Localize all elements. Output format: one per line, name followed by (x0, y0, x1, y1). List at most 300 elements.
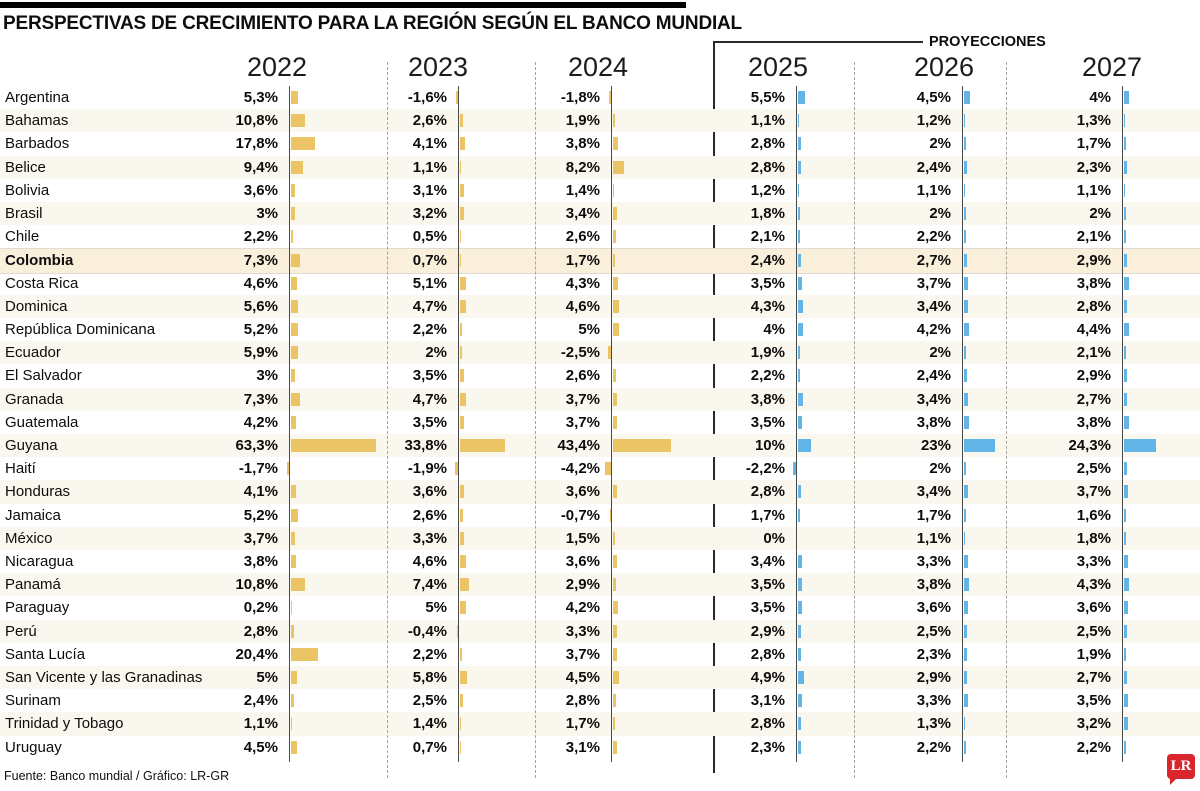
value-cell: 3,3% (565, 622, 600, 640)
value-cell: 4,7% (412, 390, 447, 408)
value-cell: 1,1% (243, 715, 278, 733)
value-cell: 2,6% (412, 506, 447, 524)
value-bar (964, 393, 969, 406)
value-bar (613, 741, 617, 754)
value-bar (798, 369, 801, 382)
value-cell: 3,7% (565, 413, 600, 431)
value-cell: 4% (1089, 89, 1111, 107)
value-cell: -1,9% (407, 460, 447, 478)
value-cell: 2,9% (916, 669, 951, 687)
value-cell: 3,5% (1076, 692, 1111, 710)
value-cell: 2,8% (1076, 297, 1111, 315)
value-bar (1124, 277, 1129, 290)
value-bar (798, 254, 801, 267)
value-bar (964, 462, 967, 475)
value-bar (613, 578, 617, 591)
country-label: Paraguay (5, 599, 70, 617)
value-cell: 4,2% (243, 413, 278, 431)
value-cell: 0,2% (243, 599, 278, 617)
value-cell: 3,8% (1076, 274, 1111, 292)
table-row (0, 573, 1200, 596)
country-label: Uruguay (5, 738, 62, 756)
table-row (0, 341, 1200, 364)
value-bar (1124, 254, 1128, 267)
table-row (0, 596, 1200, 619)
value-bar (1124, 578, 1130, 591)
lr-logo-tail (1170, 777, 1178, 785)
value-cell: 3,6% (412, 483, 447, 501)
value-bar (1124, 694, 1129, 707)
value-bar (1124, 509, 1126, 522)
value-bar (1124, 161, 1127, 174)
projections-label: PROYECCIONES (929, 34, 1046, 50)
value-cell: 1,3% (1076, 112, 1111, 130)
country-label: Bahamas (5, 112, 69, 130)
value-bar (964, 601, 969, 614)
value-bar (964, 114, 966, 127)
value-cell: 5% (425, 599, 447, 617)
value-cell: 2,5% (1076, 460, 1111, 478)
value-bar (613, 671, 619, 684)
value-cell: 2,3% (750, 738, 785, 756)
value-cell: 2,4% (243, 692, 278, 710)
value-bar (460, 555, 466, 568)
value-bar (964, 439, 995, 452)
value-bar (613, 416, 618, 429)
table-row (0, 689, 1200, 712)
value-cell: 3,3% (412, 529, 447, 547)
country-label: Guatemala (5, 413, 79, 431)
value-cell: 3,1% (565, 738, 600, 756)
country-label: San Vicente y las Granadinas (5, 669, 203, 687)
value-cell: 2,9% (1076, 367, 1111, 385)
country-label: Jamaica (5, 506, 61, 524)
value-bar (460, 323, 463, 336)
table-row (0, 411, 1200, 434)
value-cell: -0,7% (560, 506, 600, 524)
value-cell: 3,5% (412, 367, 447, 385)
value-bar (798, 439, 812, 452)
value-cell: 1,2% (916, 112, 951, 130)
value-cell: 0,7% (412, 252, 447, 270)
value-bar (1124, 601, 1129, 614)
value-bar (798, 161, 802, 174)
year-header: 2023 (407, 52, 469, 82)
value-bar (460, 439, 506, 452)
value-cell: 23% (920, 437, 951, 455)
value-cell: 2% (929, 205, 951, 223)
value-cell: 2,1% (1076, 344, 1111, 362)
value-bar (964, 137, 967, 150)
value-cell: 2,1% (1076, 228, 1111, 246)
axis-line (1122, 86, 1123, 762)
value-cell: 1,1% (1076, 181, 1111, 199)
table-row (0, 86, 1200, 109)
value-cell: 2,6% (412, 112, 447, 130)
value-cell: 5,2% (243, 506, 278, 524)
value-bar (964, 277, 969, 290)
projections-bracket-hline (713, 41, 923, 43)
value-bar (1124, 555, 1128, 568)
country-label: México (5, 529, 53, 547)
value-cell: 4,3% (750, 297, 785, 315)
axis-line (289, 86, 290, 762)
value-cell: 2,2% (750, 367, 785, 385)
value-bar (291, 717, 292, 730)
value-bar (613, 369, 617, 382)
value-cell: 3,1% (750, 692, 785, 710)
value-cell: 2,5% (916, 622, 951, 640)
value-bar (291, 485, 297, 498)
value-bar (1124, 485, 1129, 498)
value-cell: 5,1% (412, 274, 447, 292)
value-bar (291, 393, 301, 406)
value-bar (798, 207, 800, 220)
value-cell: 1,2% (750, 181, 785, 199)
value-cell: 4,9% (750, 669, 785, 687)
value-cell: 3,3% (916, 553, 951, 571)
value-bar (460, 671, 468, 684)
dashed-separator (387, 62, 388, 778)
value-cell: 2,2% (412, 645, 447, 663)
value-bar (460, 532, 464, 545)
table-row (0, 295, 1200, 318)
value-bar (1124, 439, 1157, 452)
country-label: Argentina (5, 89, 70, 107)
value-cell: 4,1% (243, 483, 278, 501)
value-cell: 2,8% (750, 715, 785, 733)
value-bar (798, 346, 801, 359)
value-bar (798, 91, 805, 104)
value-bar (291, 671, 298, 684)
value-bar (1124, 91, 1129, 104)
value-cell: 3,7% (1076, 483, 1111, 501)
value-bar (798, 184, 800, 197)
value-bar (964, 625, 967, 638)
axis-line (611, 86, 612, 762)
table-row (0, 643, 1200, 666)
value-cell: 3,6% (916, 599, 951, 617)
value-bar (964, 230, 967, 243)
title-top-rule (0, 2, 686, 8)
value-cell: 4,5% (243, 738, 278, 756)
country-label: Dominica (5, 297, 68, 315)
value-cell: 3,7% (565, 645, 600, 663)
value-cell: 4,1% (412, 135, 447, 153)
value-cell: -1,6% (407, 89, 447, 107)
value-cell: 1,7% (750, 506, 785, 524)
country-label: Bolivia (5, 181, 50, 199)
lr-logo (1167, 754, 1195, 779)
table-row (0, 666, 1200, 689)
value-cell: 43,4% (557, 437, 600, 455)
country-label: Panamá (5, 576, 61, 594)
country-label: Honduras (5, 483, 71, 501)
value-bar (460, 254, 461, 267)
value-cell: 2,8% (565, 692, 600, 710)
value-bar (613, 601, 619, 614)
value-cell: 3,8% (916, 413, 951, 431)
value-cell: 9,4% (243, 158, 278, 176)
value-bar (964, 671, 968, 684)
value-cell: 1,9% (565, 112, 600, 130)
value-bar (291, 416, 297, 429)
value-cell: 4,3% (1076, 576, 1111, 594)
value-cell: 3,5% (750, 599, 785, 617)
value-cell: 1,1% (916, 181, 951, 199)
value-bar (964, 184, 965, 197)
value-cell: 2,4% (916, 158, 951, 176)
axis-line (962, 86, 963, 762)
value-bar (798, 393, 803, 406)
value-bar (1124, 369, 1128, 382)
value-cell: 3,5% (750, 274, 785, 292)
value-bar (613, 625, 617, 638)
value-bar (460, 485, 465, 498)
value-cell: 2,7% (916, 252, 951, 270)
value-bar (291, 625, 295, 638)
value-bar (1124, 137, 1126, 150)
value-bar (291, 509, 298, 522)
value-cell: 3,1% (412, 181, 447, 199)
table-row (0, 620, 1200, 643)
value-cell: 2,5% (412, 692, 447, 710)
value-bar (798, 625, 802, 638)
value-bar (291, 532, 296, 545)
dashed-separator (535, 62, 536, 778)
value-bar (291, 555, 296, 568)
value-cell: 3,6% (243, 181, 278, 199)
value-bar (964, 207, 967, 220)
value-cell: 2,8% (750, 645, 785, 663)
value-cell: 2,4% (750, 252, 785, 270)
value-bar (964, 416, 969, 429)
lr-logo-text: LR (1170, 758, 1192, 774)
value-bar (964, 323, 970, 336)
table-row (0, 388, 1200, 411)
value-bar (798, 694, 802, 707)
value-bar (964, 741, 967, 754)
value-cell: 1,1% (916, 529, 951, 547)
value-bar (1124, 114, 1126, 127)
value-cell: 24,3% (1068, 437, 1111, 455)
value-bar (1124, 346, 1127, 359)
value-cell: 2,2% (412, 321, 447, 339)
value-cell: 1,9% (1076, 645, 1111, 663)
value-cell: 0,7% (412, 738, 447, 756)
value-cell: 0% (763, 529, 785, 547)
value-cell: 5% (578, 321, 600, 339)
value-bar (460, 717, 462, 730)
value-bar (291, 161, 304, 174)
value-cell: 5,6% (243, 297, 278, 315)
value-cell: 5,9% (243, 344, 278, 362)
value-bar (291, 346, 299, 359)
value-cell: 5,3% (243, 89, 278, 107)
value-cell: 2% (929, 460, 951, 478)
value-cell: 4% (763, 321, 785, 339)
value-bar (613, 717, 615, 730)
value-bar (1124, 300, 1128, 313)
value-bar (460, 207, 464, 220)
value-bar (613, 254, 615, 267)
value-bar (798, 555, 803, 568)
value-cell: 3,8% (565, 135, 600, 153)
value-cell: 1,5% (565, 529, 600, 547)
value-cell: 17,8% (235, 135, 278, 153)
value-bar (798, 741, 801, 754)
value-bar (964, 509, 966, 522)
value-cell: 63,3% (235, 437, 278, 455)
axis-line (796, 86, 797, 762)
value-cell: 2,7% (1076, 390, 1111, 408)
value-bar (798, 485, 802, 498)
value-bar (964, 485, 969, 498)
value-bar (613, 207, 618, 220)
value-cell: 8,2% (565, 158, 600, 176)
country-label: Granada (5, 390, 64, 408)
value-bar (964, 91, 970, 104)
value-cell: 2,4% (916, 367, 951, 385)
value-bar (964, 161, 967, 174)
value-cell: 3,6% (1076, 599, 1111, 617)
axis-line (458, 86, 459, 762)
value-cell: 2,3% (1076, 158, 1111, 176)
value-cell: 3,4% (565, 205, 600, 223)
value-bar (1124, 717, 1128, 730)
value-cell: 2,8% (243, 622, 278, 640)
value-cell: 4,4% (1076, 321, 1111, 339)
value-bar (460, 300, 466, 313)
country-label: Costa Rica (5, 274, 79, 292)
value-cell: 4,3% (565, 274, 600, 292)
value-cell: 2,3% (916, 645, 951, 663)
value-cell: 2,9% (565, 576, 600, 594)
value-cell: 3,5% (750, 413, 785, 431)
value-cell: 1,1% (412, 158, 447, 176)
value-bar (798, 648, 802, 661)
value-bar (460, 578, 470, 591)
value-cell: 3% (256, 205, 278, 223)
value-bar (1124, 416, 1129, 429)
value-cell: 2,6% (565, 367, 600, 385)
value-cell: 3,6% (565, 553, 600, 571)
table-row (0, 527, 1200, 550)
value-cell: 1,7% (565, 252, 600, 270)
value-cell: 3,2% (412, 205, 447, 223)
value-bar (798, 323, 803, 336)
value-cell: 2% (1089, 205, 1111, 223)
table-row (0, 364, 1200, 387)
value-cell: 2,7% (1076, 669, 1111, 687)
value-cell: 20,4% (235, 645, 278, 663)
table-row (0, 248, 1200, 273)
value-bar (291, 741, 297, 754)
value-bar (291, 137, 315, 150)
country-label: República Dominicana (5, 321, 156, 339)
country-label: Trinidad y Tobago (5, 715, 124, 733)
value-cell: 10,8% (235, 112, 278, 130)
value-bar (460, 393, 466, 406)
value-bar (613, 277, 619, 290)
value-cell: 3,4% (750, 553, 785, 571)
value-cell: 3,7% (916, 274, 951, 292)
value-bar (964, 578, 969, 591)
value-cell: 2% (929, 344, 951, 362)
value-bar (460, 277, 467, 290)
value-cell: -1,7% (238, 460, 278, 478)
value-cell: 3,8% (1076, 413, 1111, 431)
table-row (0, 550, 1200, 573)
value-bar (1124, 671, 1128, 684)
source-note: Fuente: Banco mundial / Gráfico: LR-GR (4, 769, 230, 783)
table-row (0, 504, 1200, 527)
dashed-separator (854, 62, 855, 778)
value-bar (964, 300, 969, 313)
value-bar (291, 184, 296, 197)
value-bar (291, 648, 319, 661)
value-bar (798, 601, 803, 614)
value-cell: 4,6% (412, 553, 447, 571)
value-cell: 2,8% (750, 483, 785, 501)
value-cell: 2,9% (750, 622, 785, 640)
value-bar (460, 346, 463, 359)
value-cell: 4,2% (565, 599, 600, 617)
value-bar (798, 578, 803, 591)
value-bar (964, 717, 966, 730)
value-cell: 2,1% (750, 228, 785, 246)
value-bar (613, 184, 615, 197)
country-label: Santa Lucía (5, 645, 86, 663)
value-bar (1124, 323, 1130, 336)
value-bar (460, 648, 463, 661)
value-cell: 7,4% (412, 576, 447, 594)
value-bar (964, 532, 965, 545)
value-bar (460, 114, 464, 127)
value-cell: 3,7% (565, 390, 600, 408)
value-cell: 1,9% (750, 344, 785, 362)
year-header: 2022 (246, 52, 308, 82)
value-bar (291, 578, 306, 591)
table-row (0, 736, 1200, 759)
year-header: 2025 (747, 52, 809, 82)
value-cell: 2,6% (565, 228, 600, 246)
value-cell: 4,2% (916, 321, 951, 339)
value-bar (460, 137, 466, 150)
value-bar (1124, 393, 1128, 406)
value-bar (798, 137, 802, 150)
value-cell: 5% (256, 669, 278, 687)
value-bar (964, 369, 967, 382)
value-bar (613, 485, 618, 498)
value-cell: 2,2% (1076, 738, 1111, 756)
country-label: Belice (5, 158, 46, 176)
value-bar (460, 230, 461, 243)
value-bar (613, 694, 617, 707)
value-cell: -2,5% (560, 344, 600, 362)
dashed-separator (1006, 62, 1007, 778)
value-bar (798, 671, 805, 684)
value-bar (1124, 532, 1126, 545)
value-cell: 2,8% (750, 158, 785, 176)
value-bar (291, 207, 295, 220)
value-cell: 1,7% (1076, 135, 1111, 153)
value-bar (613, 137, 618, 150)
value-cell: 1,8% (750, 205, 785, 223)
table-row (0, 434, 1200, 457)
value-cell: 3% (256, 367, 278, 385)
value-bar (1124, 741, 1127, 754)
